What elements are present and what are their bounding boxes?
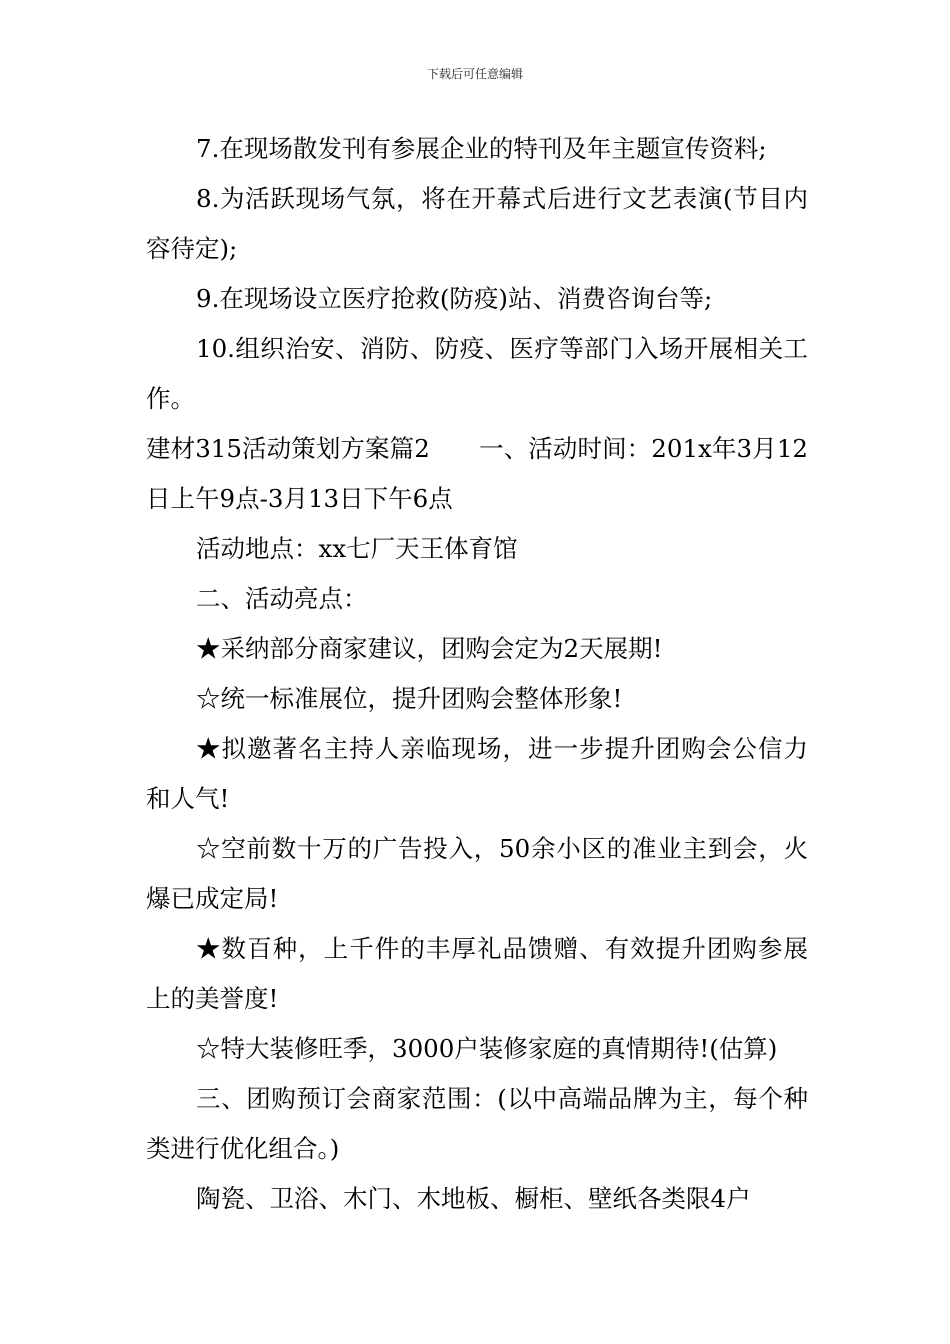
highlight-item: ★数百种，上千件的丰厚礼品馈赠、有效提升团购参展上的美誉度!: [146, 934, 808, 1013]
paragraph-9: 9.在现场设立医疗抢救(防疫)站、消费咨询台等;: [196, 284, 713, 313]
highlight-item: ★拟邀著名主持人亲临现场，进一步提升团购会公信力和人气!: [146, 734, 808, 813]
page-header-note: 下载后可任意编辑: [426, 67, 523, 81]
section-heading-merchant-scope: 三、团购预订会商家范围：(以中高端品牌为主，每个种类进行优化组合。): [146, 1084, 808, 1163]
highlight-item: ☆统一标准展位，提升团购会整体形象!: [196, 684, 623, 713]
highlight-item: ★采纳部分商家建议，团购会定为2天展期!: [196, 634, 663, 663]
paragraph-8: 8.为活跃现场气氛，将在开幕式后进行文艺表演(节目内容待定);: [146, 184, 808, 263]
paragraph-7: 7.在现场散发刊有参展企业的特刊及年主题宣传资料;: [196, 134, 767, 163]
paragraph-venue: 活动地点：xx七厂天王体育馆: [196, 534, 518, 563]
paragraph-10: 10.组织治安、消防、防疫、医疗等部门入场开展相关工作。: [146, 334, 808, 413]
highlight-item: ☆特大装修旺季，3000户装修家庭的真情期待!(估算): [196, 1034, 778, 1063]
highlight-item: ☆空前数十万的广告投入，50余小区的准业主到会，火爆已成定局!: [146, 834, 808, 913]
paragraph-merchant-categories: 陶瓷、卫浴、木门、木地板、橱柜、壁纸各类限4户: [196, 1184, 751, 1213]
section-heading-activity-time: 建材315活动策划方案篇2 一、活动时间：201x年3月12日上午9点-3月13日下午6点: [146, 434, 808, 513]
section-heading-highlights: 二、活动亮点：: [196, 584, 368, 613]
document-body: [146, 124, 808, 1224]
